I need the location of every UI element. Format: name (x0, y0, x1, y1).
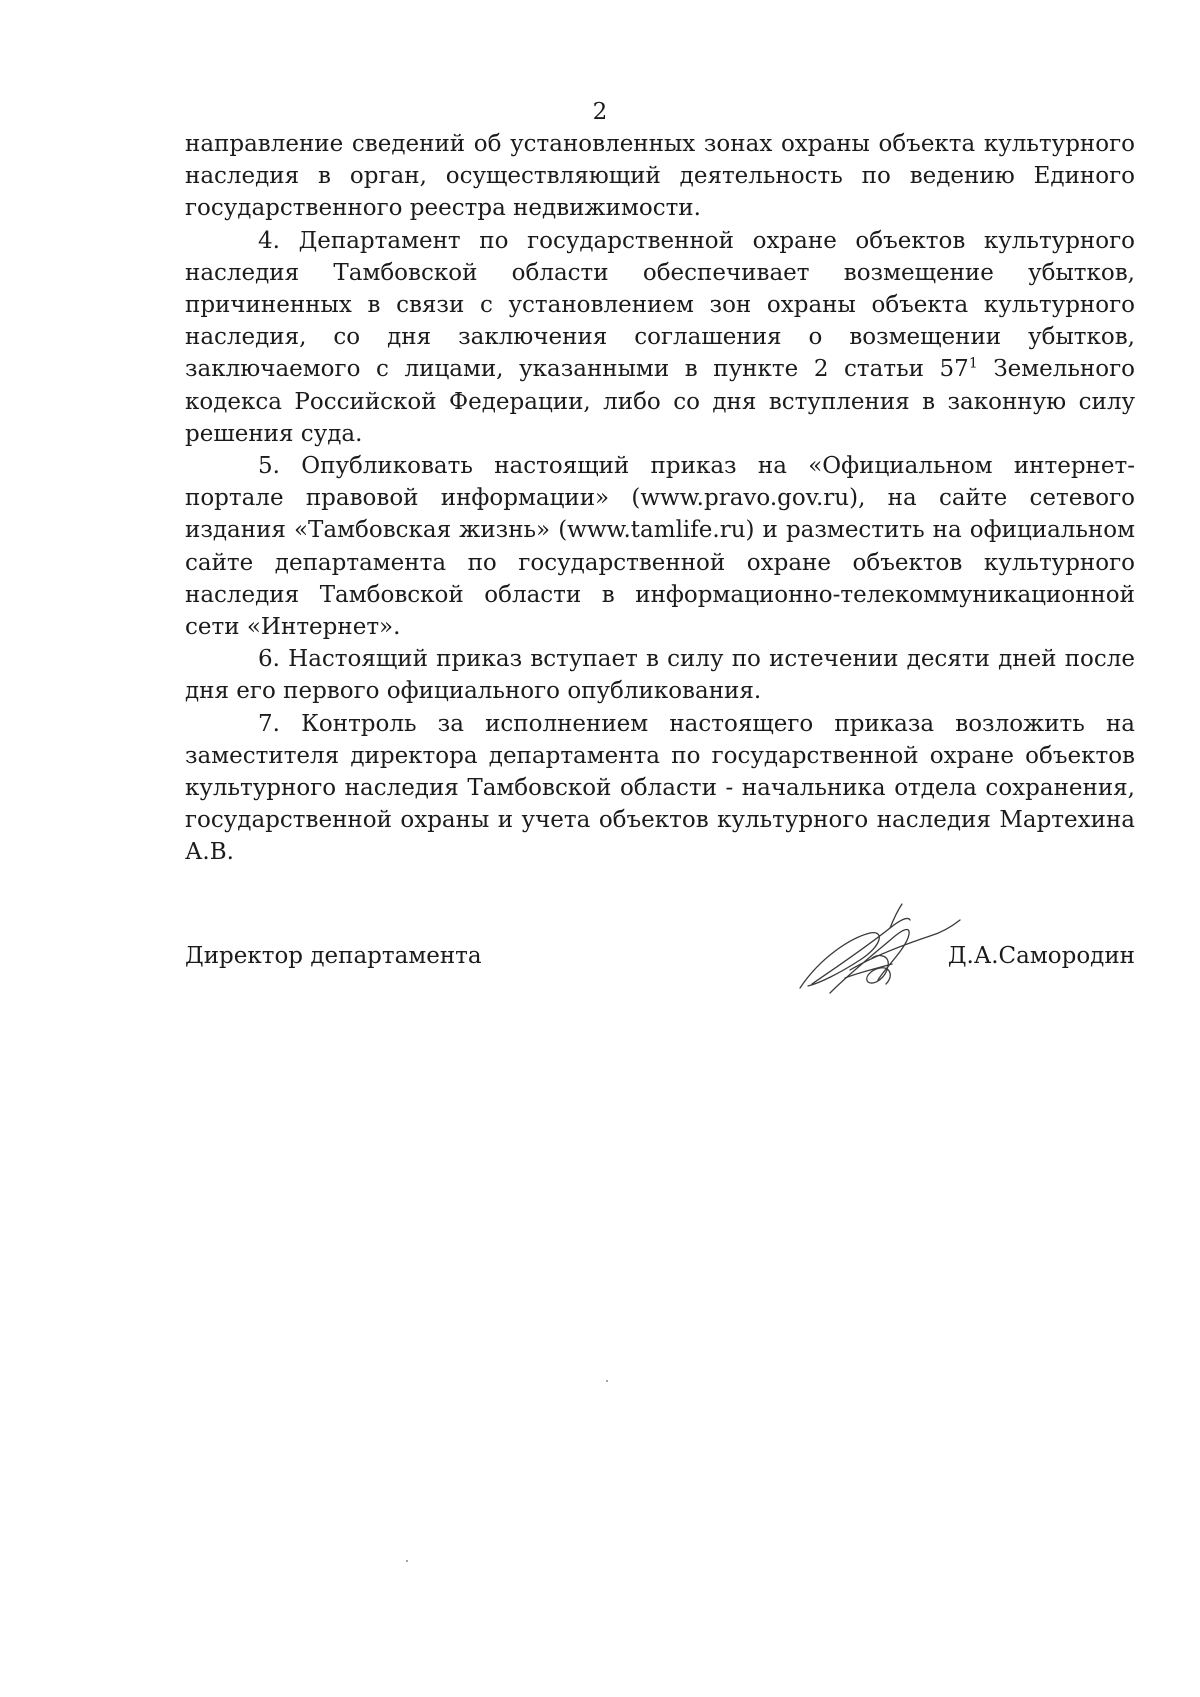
document-body (185, 128, 1135, 869)
article-superscript: 1 (968, 355, 978, 372)
signature-block (185, 940, 1135, 980)
signatory-name: Д.А.Самородин (947, 943, 1135, 969)
paragraph-item-5: 5. Опубликовать настоящий приказ на «Официальном интернет-портале правовой информации» (www.pravo.gov.ru), на сайте сетевого издания «Тамбовская жизнь» (www.tamlife.ru) и разместить на официальном сайте департамента по государственной охране объектов культурного наследия Тамбовской области в информационно-телекоммуникационной сети «Интернет». (185, 453, 1135, 641)
scan-speck (406, 1560, 408, 1562)
paragraph-item-6: 6. Настоящий приказ вступает в силу по истечении десяти дней после дня его первого официального опубликования. (185, 646, 1135, 705)
paragraph-item-4-text-end: Земельного кодекса Российской Федерации, либо со дня вступления в законную силу решения суда. (185, 356, 1136, 447)
signatory-title: Директор департамента (185, 943, 482, 969)
scan-speck (606, 1380, 608, 1382)
page-number: 2 (592, 99, 608, 125)
paragraph-item-4 (185, 225, 1135, 450)
paragraph-continuation: направление сведений об установленных зонах охраны объекта культурного наследия в орган, осуществляющий деятельность по ведению Единого государственного реестра недвижимости. (185, 131, 1135, 222)
paragraph-item-4-text: 4. Департамент по государственной охране объектов культурного наследия Тамбовской области обеспечивает возмещение убытков, причиненных в связи с установлением зон охраны объекта культурного наследия, со дня заключения соглашения о возмещении убытков, заключаемого с лицами, указанными в пункте 2 статьи 57 (185, 227, 1135, 383)
paragraph-item-7: 7. Контроль за исполнением настоящего приказа возложить на заместителя директора департамента по государственной охране объектов культурного наследия Тамбовской области - начальника отдела сохранения, государственной охраны и учета объектов культурного наследия Мартехина А.В. (185, 710, 1135, 866)
